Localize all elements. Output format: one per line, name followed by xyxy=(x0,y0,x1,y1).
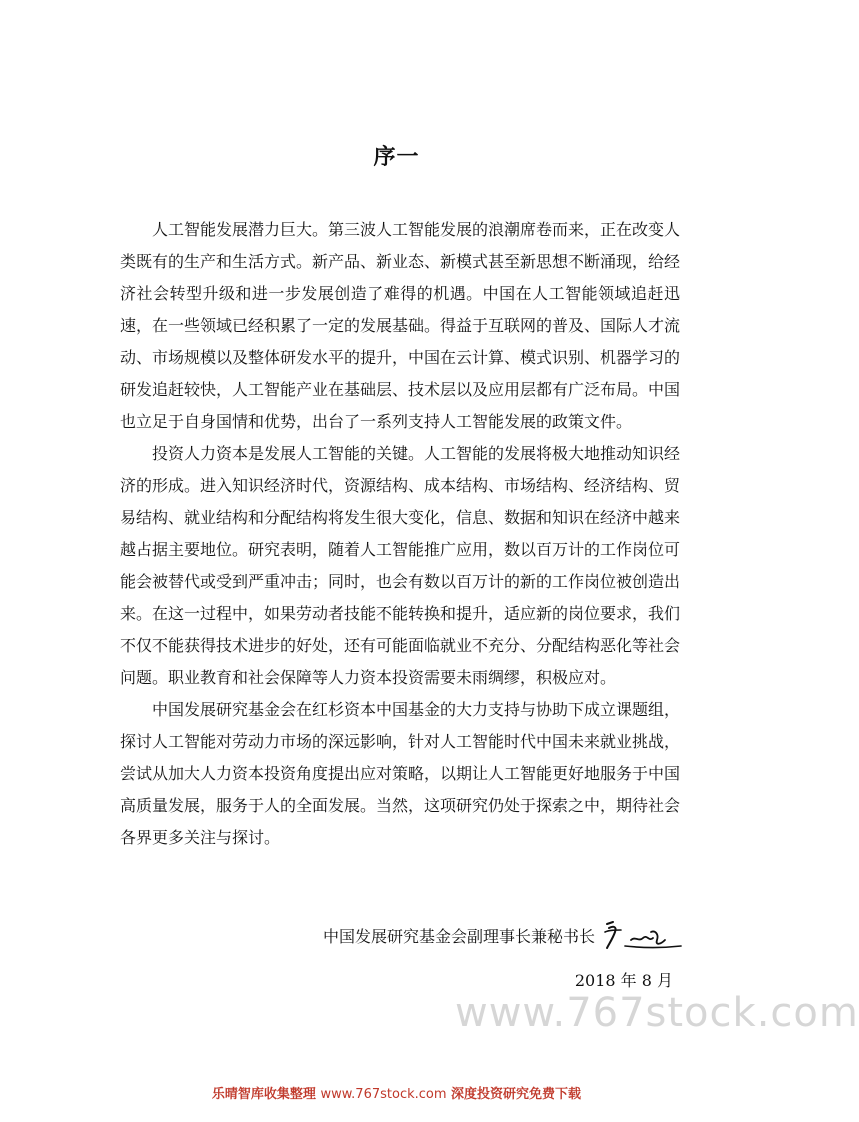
footer-site-link[interactable]: www.767stock.com xyxy=(320,1087,447,1102)
footer-suffix: 深度投资研究免费下载 xyxy=(451,1087,582,1102)
page-title: 序一 xyxy=(373,144,420,170)
document-date: 2018 年 8 月 xyxy=(574,971,673,990)
paragraph: 人工智能发展潜力巨大。第三波人工智能发展的浪潮席卷而来，正在改变人类既有的生产和生活方式。新产品、新业态、新模式甚至新思想不断涌现，给经济社会转型升级和进一步发展创造了难得的机遇。中国在人工智能领域追赶迅速，在一些领域已经积累了一定的发展基础。得益于互联网的普及、国际人才流动、市场规模以及整体研发水平的提升，中国在云计算、模式识别、机器学习的研发追赶较快，人工智能产业在基础层、技术层以及应用层都有广泛布局。中国也立足于自身国情和优势，出台了一系列支持人工智能发展的政策文件。 xyxy=(120,220,681,431)
handwritten-signature xyxy=(603,918,683,952)
signature-line xyxy=(323,918,683,952)
paragraph: 投资人力资本是发展人工智能的关键。人工智能的发展将极大地推动知识经济的形成。进入知识经济时代，资源结构、成本结构、市场结构、经济结构、贸易结构、就业结构和分配结构将发生很大变化，信息、数据和知识在经济中越来越占据主要地位。研究表明，随着人工智能推广应用，数以百万计的工作岗位可能会被替代或受到严重冲击；同时，也会有数以百万计的新的工作岗位被创造出来。在这一过程中，如果劳动者技能不能转换和提升，适应新的岗位要求，我们不仅不能获得技术进步的好处，还有可能面临就业不充分、分配结构恶化等社会问题。职业教育和社会保障等人力资本投资需要未雨绸缪，积极应对。 xyxy=(120,444,681,687)
footer-banner xyxy=(0,1083,793,1102)
body-text xyxy=(120,214,680,854)
signer-affiliation: 中国发展研究基金会副理事长兼秘书长 xyxy=(322,926,595,946)
paragraph: 中国发展研究基金会在红杉资本中国基金的大力支持与协助下成立课题组，探讨人工智能对劳动力市场的深远影响，针对人工智能时代中国未来就业挑战，尝试从加大人力资本投资角度提出应对策略，以期让人工智能更好地服务于中国高质量发展，服务于人的全面发展。当然，这项研究仍处于探索之中，期待社会各界更多关注与探讨。 xyxy=(120,700,681,847)
footer-prefix: 乐晴智库收集整理 xyxy=(211,1087,316,1102)
watermark-text: www.767stock.com xyxy=(455,990,859,1036)
